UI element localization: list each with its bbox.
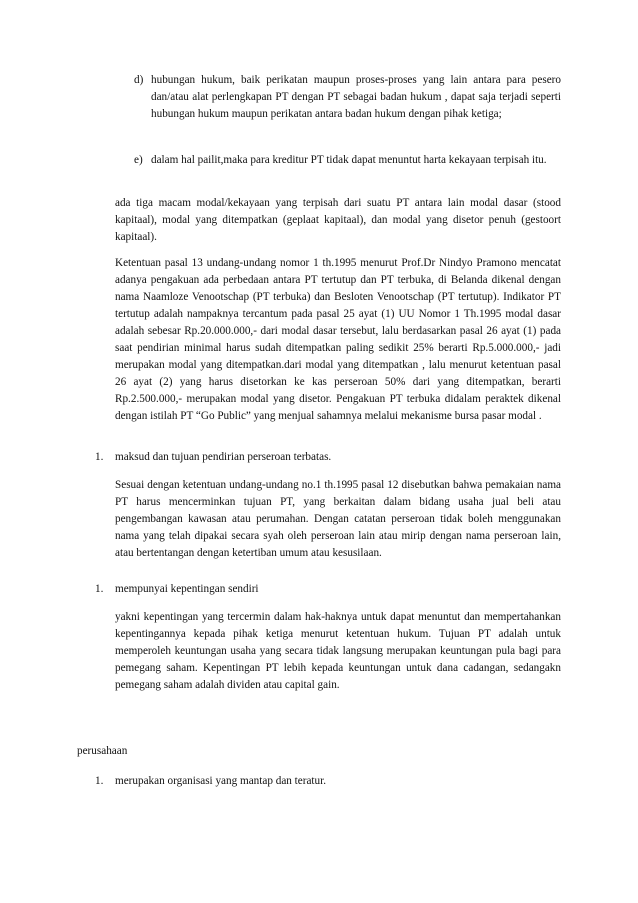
paragraph-modal: ada tiga macam modal/kekayaan yang terpisah dari suatu PT antara lain modal dasar (stood kapitaal), modal yang ditempatkan (geplaat kapitaal), dan modal yang disetor penuh (gestoort kapitaal). [115, 197, 561, 243]
heading-perusahaan: perusahaan [77, 745, 128, 757]
list-marker: d) [134, 74, 144, 86]
list-item-d [134, 72, 561, 123]
list-marker: e) [134, 154, 143, 166]
item-text: mempunyai kepentingan sendiri [115, 583, 259, 595]
list-item-text: dalam hal pailit,maka para kreditur PT tidak dapat menuntut harta kekayaan terpisah itu. [151, 154, 547, 166]
list-item-text: hubungan hukum, baik perikatan maupun proses-proses yang lain antara para pesero dan/atau alat perlengkapan PT dengan PT sebagai badan hukum , dapat saja terjadi seperti hubungan hukum maupun perikatan antara badan hukum dengan pihak ketiga; [151, 74, 561, 120]
paragraph-yakni: yakni kepentingan yang tercermin dalam hak-haknya untuk dapat menuntut dan mempertahankan kepentingannya kepada pihak ketiga menurut ketentuan hukum. Tujuan PT adalah untuk memperoleh keuntungan usaha yang secara tidak langsung merupakan keuntungan pula bagi para pemegang saham. Kepentingan PT lebih kepada keuntungan untuk dana cadangan, sedangakn pemegang saham adalah dividen atau capital gain. [115, 611, 561, 691]
paragraph-sesuai: Sesuai dengan ketentuan undang-undang no.1 th.1995 pasal 12 disebutkan bahwa pemakaian nama PT harus mencerminkan tujuan PT, yang berkaitan dalam bidang usaha jual beli atau pengembangan kawasan atau perumahan. Dengan catatan perseroan tidak boleh menggunakan nama yang telah dipakai secara syah oleh perseroan lain atau mirip dengan nama perseroan lain, atau bertentangan dengan ketertiban umum atau kesusilaan. [115, 479, 561, 559]
list-item-e [134, 152, 561, 169]
item-number: 1. [95, 451, 104, 463]
item-number: 1. [95, 583, 104, 595]
item-number: 1. [95, 775, 104, 787]
item-text: merupakan organisasi yang mantap dan teratur. [115, 775, 327, 787]
paragraph-ketentuan: Ketentuan pasal 13 undang-undang nomor 1 th.1995 menurut Prof.Dr Nindyo Pramono mencatat adanya pengakuan ada perbedaan antara PT tertutup dan PT terbuka, di Belanda dikenal dengan nama Naamloze Venootschap (PT terbuka) dan Besloten Venootschap (PT tertutup). Indikator PT tertutup adalah nampaknya tercantum pada pasal 25 ayat (1) UU Nomor 1 Th.1995 modal dasar adalah sebesar Rp.20.000.000,- dari modal dasar tersebut, lalu berdasarkan pasal 26 ayat (1) pada saat pendirian minimal harus sudah ditempatkan paling sedikit 25% berarti Rp.5.000.000,- jadi merupakan modal yang ditempatkan.dari modal yang ditempatkan , lalu menurut ketentuan pasal 26 ayat (2) yang harus disetorkan ke kas perseroan 50% dari yang ditempatkan, berarti Rp.2.500.000,- merupakan modal yang disetor. Pengakuan PT terbuka didalam peraktek dikenal dengan istilah PT “Go Public” yang menjual sahamnya melalui mekanisme bursa pasar modal . [115, 257, 561, 422]
item-text: maksud dan tujuan pendirian perseroan terbatas. [115, 451, 332, 463]
